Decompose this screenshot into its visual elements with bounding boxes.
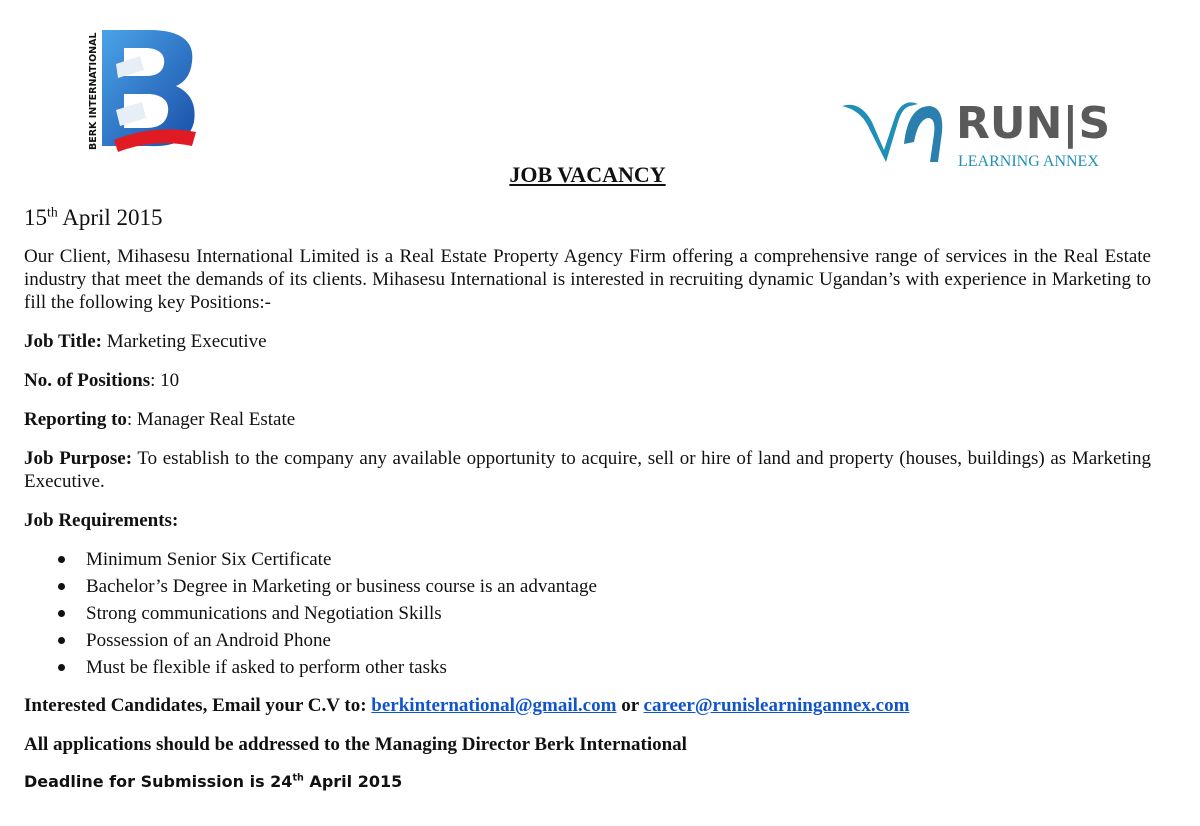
- job-title-line: [24, 330, 1151, 353]
- deadline-line: [24, 770, 1151, 793]
- page-title: JOB VACANCY: [509, 162, 666, 187]
- document-body: [24, 204, 1151, 793]
- job-title-label: Job Title:: [24, 331, 102, 352]
- job-title-value: Marketing Executive: [101, 331, 267, 352]
- contact-prefix: Interested Candidates, Email your C.V to:: [24, 695, 372, 716]
- list-item: Bachelor’s Degree in Marketing or business course is an advantage: [24, 573, 1151, 600]
- runis-subtitle: LEARNING ANNEX: [958, 153, 1099, 170]
- addressed-to-line: All applications should be addressed to the Managing Director Berk International: [24, 734, 687, 755]
- contact-line: [24, 694, 1151, 717]
- reporting-label: Reporting to: [24, 409, 127, 430]
- positions-label: No. of Positions: [24, 370, 151, 391]
- positions-value: : 10: [150, 370, 180, 391]
- reporting-line: [24, 408, 1151, 431]
- list-item: Must be flexible if asked to perform other tasks: [24, 654, 1151, 681]
- date-rest: April 2015: [57, 205, 163, 230]
- intro-paragraph: Our Client, Mihasesu International Limited is a Real Estate Property Agency Firm offering a comprehensive range of services in the Real Estate industry that meet the demands of its clients. Mihasesu International is interested in recruiting dynamic Ugandan’s with experience in Marketing to fill the following key Positions:-: [24, 246, 1151, 313]
- date-line: [24, 204, 1151, 232]
- date-suffix: th: [47, 204, 58, 220]
- list-item: Possession of an Android Phone: [24, 627, 1151, 654]
- deadline-rest: April 2015: [303, 772, 403, 791]
- date-day: 15: [24, 205, 47, 230]
- list-item: Strong communications and Negotiation Skills: [24, 600, 1151, 627]
- runis-brand: RUN|S: [956, 98, 1111, 149]
- purpose-value: To establish to the company any available opportunity to acquire, sell or hire of land and property (houses, buildings) as Marketing Executive.: [24, 448, 1151, 492]
- email-link-berk[interactable]: berkinternational@gmail.com: [371, 695, 617, 716]
- reporting-value: : Manager Real Estate: [126, 409, 296, 430]
- purpose-line: [24, 447, 1151, 493]
- contact-or: or: [616, 695, 644, 716]
- berk-international-logo: [84, 28, 202, 156]
- positions-line: [24, 369, 1151, 392]
- email-link-runis[interactable]: career@runislearningannex.com: [643, 695, 910, 716]
- list-item: Minimum Senior Six Certificate: [24, 546, 1151, 573]
- runis-learning-annex-logo: [838, 92, 1118, 172]
- deadline-prefix: Deadline for Submission is 24: [24, 772, 293, 791]
- requirements-heading: Job Requirements:: [24, 510, 179, 531]
- purpose-label: Job Purpose:: [24, 448, 133, 469]
- requirements-list: [24, 546, 1151, 681]
- berk-vertical-text: BERK INTERNATIONAL: [88, 32, 99, 150]
- deadline-suffix: th: [292, 772, 304, 784]
